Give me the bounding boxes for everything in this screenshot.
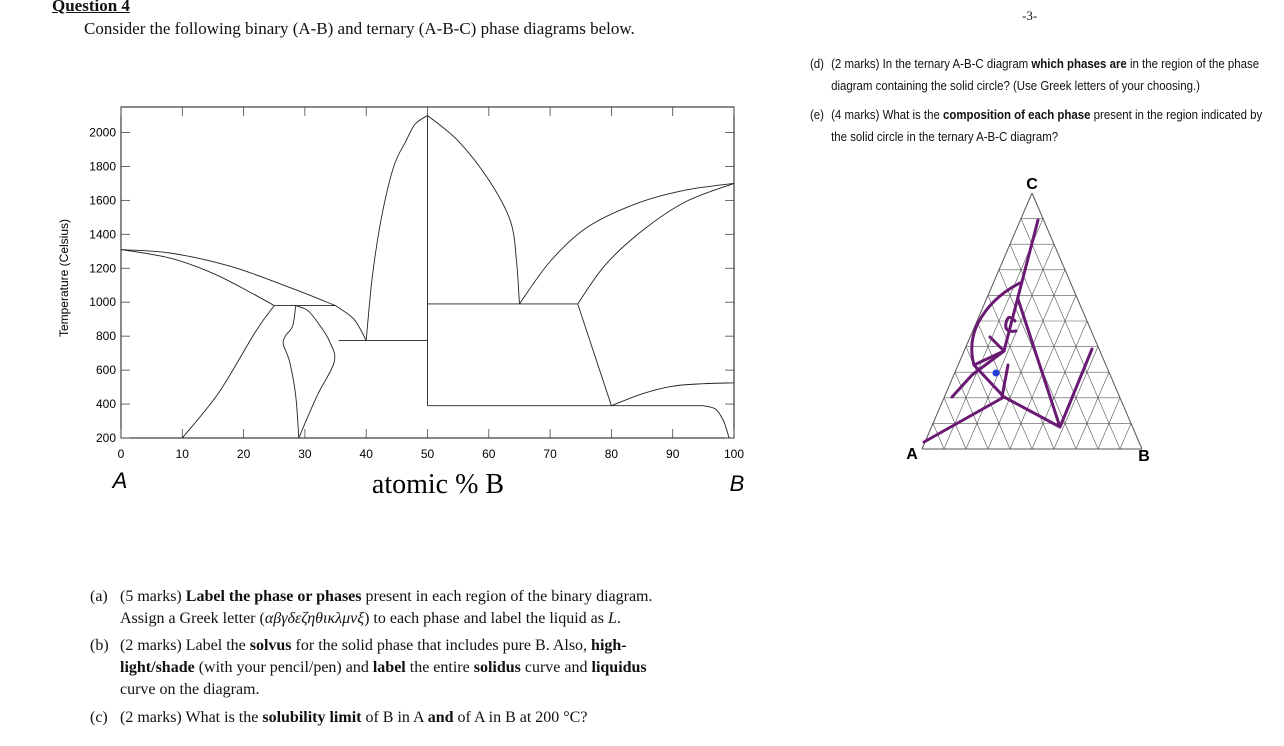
question-b-t1: Label the bbox=[181, 637, 250, 654]
question-a-marks: (5 marks) bbox=[120, 588, 182, 605]
y-tick-label: 200 bbox=[95, 431, 116, 445]
y-tick-label: 2000 bbox=[89, 125, 116, 140]
question-b-t2: for the solid phase that includes pure B. Also, bbox=[291, 637, 592, 654]
question-a-text1: present in each region of the binary diagram. bbox=[361, 588, 653, 605]
question-c-bold2: and bbox=[427, 709, 454, 726]
question-c-number: (c) bbox=[90, 709, 108, 726]
question-d-t2: in the region of the phase bbox=[1126, 56, 1260, 71]
question-a-text3: ) to each phase and label the liquid as bbox=[364, 610, 608, 627]
y-tick-label: 800 bbox=[95, 329, 116, 344]
x-tick-label: 50 bbox=[420, 447, 435, 461]
question-title: Question 4 bbox=[52, 0, 130, 15]
question-b-t6: curve on the diagram. bbox=[120, 681, 260, 698]
phase-boundary-compound-liquidus-right bbox=[428, 116, 520, 304]
x-axis-left-end-label: A bbox=[112, 468, 128, 493]
phase-boundary-solvus-far-right bbox=[703, 406, 729, 438]
ternary-vertex-c-label: C bbox=[1026, 176, 1038, 193]
question-b-t3: (with your pencil/pen) and bbox=[194, 659, 373, 676]
ternary-stub-far-left bbox=[952, 375, 972, 397]
question-d bbox=[810, 53, 1284, 103]
question-c-t1: What is the bbox=[181, 709, 263, 726]
x-tick-label: 30 bbox=[298, 447, 312, 461]
question-b-highlight2: light/shade bbox=[120, 659, 195, 676]
y-tick-label: 1400 bbox=[89, 227, 116, 242]
x-tick-label: 90 bbox=[666, 447, 680, 461]
question-b-solidus: solidus bbox=[473, 659, 521, 676]
question-c-bold1: solubility limit bbox=[262, 709, 362, 726]
question-b-highlight1: high- bbox=[591, 637, 627, 654]
ternary-vertex-a-label: A bbox=[906, 446, 918, 463]
x-tick-label: 40 bbox=[359, 447, 373, 461]
x-tick-label: 70 bbox=[543, 447, 557, 461]
x-tick-label: 60 bbox=[482, 447, 496, 461]
question-b-solvus: solvus bbox=[249, 637, 292, 654]
phase-boundary-solvus-left-phase bbox=[182, 306, 274, 438]
x-axis-label: atomic % B bbox=[371, 469, 505, 500]
question-b-number: (b) bbox=[90, 637, 109, 654]
question-b-t4: the entire bbox=[405, 659, 474, 676]
x-tick-label: 100 bbox=[723, 447, 745, 461]
ternary-gridline bbox=[955, 372, 988, 449]
question-a-greek: αβγδεζηθικλμνξ bbox=[264, 610, 365, 627]
question-b-label: label bbox=[372, 659, 406, 676]
question-e-number: (e) bbox=[810, 107, 824, 122]
solid-circle-marker bbox=[993, 370, 1000, 377]
question-d-number: (d) bbox=[810, 56, 824, 71]
phase-boundary-compound-liquidus-left bbox=[366, 116, 427, 341]
question-c-marks: (2 marks) bbox=[120, 709, 182, 726]
question-e-line2: the solid circle in the ternary A-B-C diagram? bbox=[831, 129, 1059, 144]
y-tick-label: 1200 bbox=[89, 261, 116, 276]
question-c-t2: of B in A bbox=[361, 709, 428, 726]
phase-boundary-intermediate-phase-right-boundary bbox=[296, 306, 335, 438]
question-e bbox=[810, 104, 1284, 154]
question-c-t3: of A in B at 200 °C? bbox=[453, 709, 588, 726]
y-tick-label: 1800 bbox=[89, 159, 116, 174]
question-d-bold1: which phases are bbox=[1031, 56, 1127, 71]
ternary-gridline bbox=[1120, 423, 1131, 449]
question-a-end: . bbox=[616, 610, 621, 627]
x-axis-right-end-label: B bbox=[729, 471, 745, 496]
question-d-marks: (2 marks) bbox=[831, 56, 880, 71]
ternary-diag-lower bbox=[974, 365, 1004, 397]
x-tick-label: 20 bbox=[236, 447, 251, 461]
phase-boundary-solvus-right-phase bbox=[611, 383, 734, 406]
x-tick-label: 80 bbox=[604, 447, 619, 461]
y-axis-label: Temperature (Celsius) bbox=[57, 218, 71, 338]
binary-phase-diagram bbox=[0, 0, 760, 510]
question-e-marks: (4 marks) bbox=[831, 107, 880, 122]
question-e-bold1: composition of each phase bbox=[943, 107, 1091, 122]
y-tick-label: 600 bbox=[95, 363, 116, 378]
phase-boundary-liquidus-peritectic-left bbox=[336, 306, 367, 341]
ternary-gridline bbox=[1076, 372, 1109, 449]
ternary-vertex-b-label: B bbox=[1138, 448, 1150, 465]
phase-boundary-intermediate-phase-left-boundary bbox=[283, 306, 299, 438]
question-a-liquid: L bbox=[607, 610, 617, 627]
question-a-bold: Label the phase or phases bbox=[185, 588, 362, 605]
phase-boundary-phase-boundary-right bbox=[578, 304, 612, 406]
x-tick-label: 0 bbox=[117, 447, 125, 461]
y-tick-label: 1600 bbox=[89, 193, 116, 208]
question-a-text2: Assign a Greek letter ( bbox=[120, 610, 265, 627]
phase-boundary-solidus-right bbox=[578, 183, 734, 304]
question-e-t2: present in the region indicated by bbox=[1090, 107, 1263, 122]
question-a-number: (a) bbox=[90, 588, 108, 605]
ternary-phase-diagram bbox=[890, 165, 1170, 475]
question-d-t1: In the ternary A-B-C diagram bbox=[879, 56, 1032, 71]
question-e-t1: What is the bbox=[879, 107, 944, 122]
y-tick-label: 1000 bbox=[89, 295, 116, 310]
page-marker: -3- bbox=[1022, 8, 1038, 23]
x-tick-label: 10 bbox=[175, 447, 189, 461]
question-b-marks: (2 marks) bbox=[120, 637, 182, 654]
question-b-liquidus: liquidus bbox=[591, 659, 647, 676]
phase-boundary-liquidus-left-upper bbox=[121, 250, 336, 306]
question-intro: Consider the following binary (A-B) and ternary (A-B-C) phase diagrams below. bbox=[84, 19, 635, 38]
ternary-stub-upper bbox=[990, 337, 1004, 351]
question-d-line2: diagram containing the solid circle? (Use Greek letters of your choosing.) bbox=[831, 78, 1200, 93]
y-tick-label: 400 bbox=[95, 397, 116, 412]
question-b-t5: curve and bbox=[520, 659, 592, 676]
